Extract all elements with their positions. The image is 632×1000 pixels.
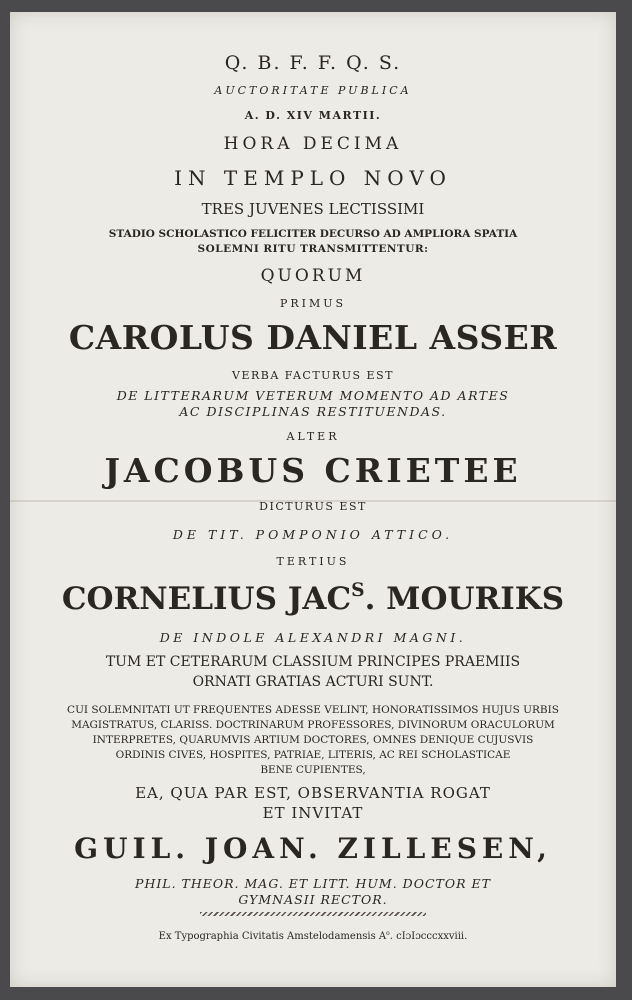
rector-title-line-1: PHIL. THEOR. MAG. ET LITT. HUM. DOCTOR ET [135,876,491,891]
speaker-name-asser: CAROLUS DANIEL ASSER [68,318,558,357]
authority-line: AUCTORITATE PUBLICA [214,84,412,97]
speaker-name-mouriks-sup: S [351,580,365,601]
topic-tertius: DE INDOLE ALEXANDRI MAGNI. [159,630,467,645]
thanks-line-1: TUM ET CETERARUM CLASSIUM PRINCIPES PRAEMIIS [105,654,521,670]
header-qbffqs: Q. B. F. F. Q. S. [224,52,402,74]
place-line: IN TEMPLO NOVO [174,166,452,190]
topic-alter: DE TIT. POMPONIO ATTICO. [172,527,454,542]
invite-line-5: BENE CUPIENTES, [260,764,366,776]
invite-line-3: INTERPRETES, QUARUMVIS ARTIUM DOCTORES, OMNES DENIQUE CUJUSVIS [92,734,534,746]
three-youths-line: TRES JUVENES LECTISSIMI [201,200,425,218]
rogat-line-1: EA, QUA PAR EST, OBSERVANTIA ROGAT [135,784,491,802]
speaker-name-mouriks-part2: . MOURIKS [364,581,565,618]
date-line: A. D. XIV MARTII. [244,109,382,122]
verb-alter: DICTURUS EST [259,500,367,513]
topic-primus-line-1: DE LITTERARUM VETERUM MOMENTO AD ARTES [116,388,510,403]
speaker-name-crietee: JACOBUS CRIETEE [104,451,522,490]
ordinal-tertius: TERTIUS [276,555,350,568]
imprint-main: Ex Typographia Civitatis Amstelodamensis A [158,931,387,943]
hour-line: HORA DECIMA [223,134,403,154]
invite-line-4: ORDINIS CIVES, HOSPITES, PATRIAE, LITERIS, AC REI SCHOLASTICAE [115,749,511,761]
ordinal-primus: PRIMUS [279,297,347,310]
course-line-2: SOLEMNI RITU TRANSMITTENTUR: [197,243,429,255]
invite-line-2: MAGISTRATUS, CLARISS. DOCTRINARUM PROFESSORES, DIVINORUM ORACULORUM [71,719,555,731]
verb-primus: VERBA FACTURUS EST [232,369,394,382]
poster-sheet [10,12,616,987]
invite-line-1: CUI SOLEMNITATI UT FREQUENTES ADESSE VELINT, HONORATISSIMOS HUJUS URBIS [67,704,559,716]
speaker-name-mouriks-part1: CORNELIUS JAC [61,581,352,618]
imprint-line [10,930,616,942]
course-line-1: STADIO SCHOLASTICO FELICITER DECURSO AD AMPLIORA SPATIA [108,228,518,240]
ordinal-alter: ALTER [286,430,340,443]
speaker-name-mouriks [10,580,616,617]
decorative-rule [200,912,426,916]
imprint-sup: o [386,930,390,937]
quorum-line: QUORUM [260,266,366,286]
rector-name: GUIL. JOAN. ZILLESEN, [74,832,552,865]
imprint-year: . cIɔIɔcccxxviii. [389,931,468,943]
rector-title-line-2: GYMNASII RECTOR. [238,892,388,907]
thanks-line-2: ORNATI GRATIAS ACTURI SUNT. [192,674,434,690]
topic-primus-line-2: AC DISCIPLINAS RESTITUENDAS. [179,404,447,419]
rogat-line-2: ET INVITAT [262,804,364,822]
